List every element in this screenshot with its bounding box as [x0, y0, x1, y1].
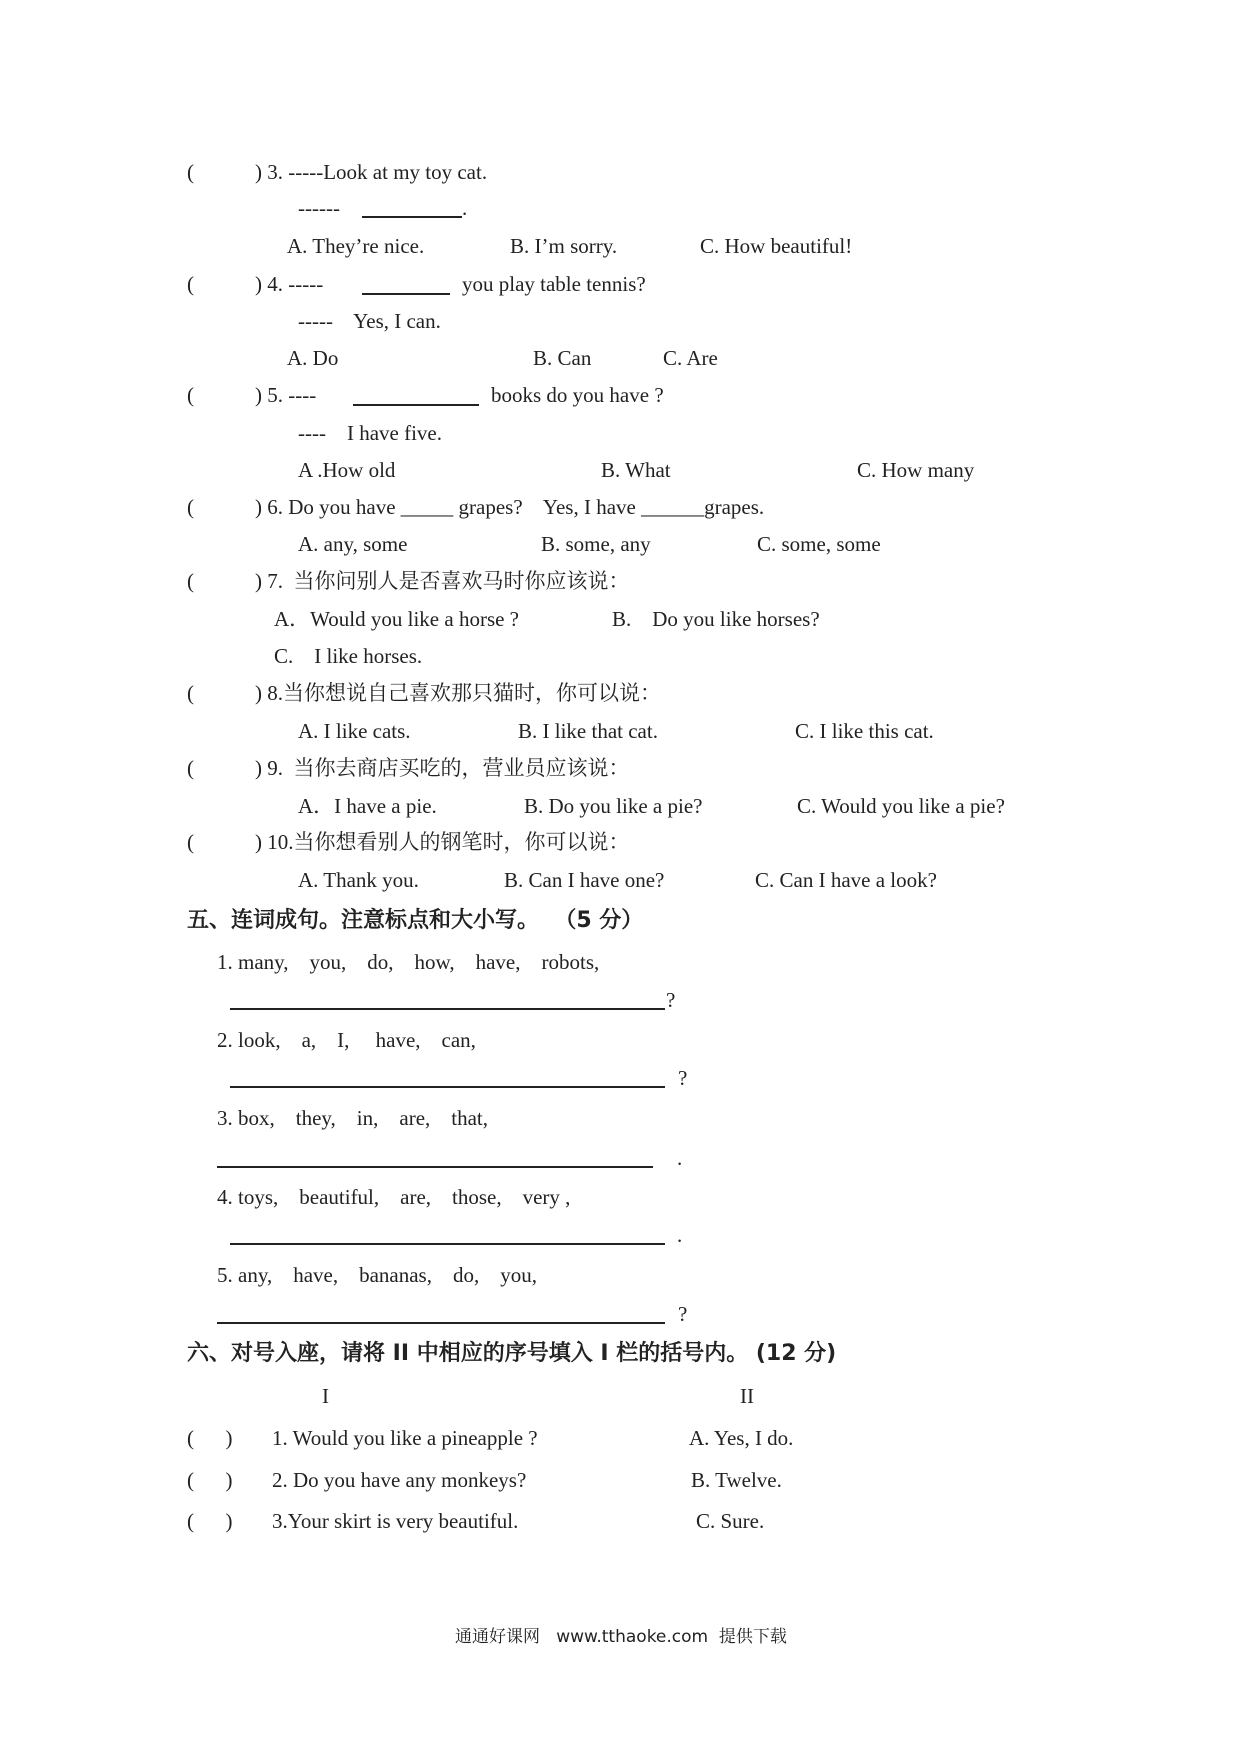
q4-blank[interactable] — [362, 293, 450, 295]
q10-option-b: B. Can I have one? — [504, 868, 665, 892]
q3-paren[interactable]: ( — [187, 160, 194, 184]
section6-title: 六、对号入座，请将 II 中相应的序号填入 I 栏的括号内。 (12 分) — [187, 1341, 837, 1366]
q6-option-a: A. any, some — [298, 532, 408, 556]
s5-item-5-words: 5. any, have, bananas, do, you, — [217, 1263, 537, 1287]
q8-paren[interactable]: ( — [187, 681, 194, 705]
q7-option-a: A．Would you like a horse ? — [274, 607, 520, 631]
q10-option-a: A. Thank you. — [298, 868, 419, 892]
s5-item-1-words: 1. many, you, do, how, have, robots, — [217, 950, 600, 974]
q5-reply: ---- I have five. — [298, 421, 443, 445]
q7-option-c: C. I like horses. — [274, 644, 423, 668]
s6-row-3-paren[interactable]: ( ) — [187, 1509, 233, 1533]
q5-option-b: B. What — [601, 458, 671, 482]
s5-item-4-punct: . — [677, 1223, 683, 1247]
q3-stem: ) 3. -----Look at my toy cat. — [255, 160, 488, 184]
q4-stem: ) 4. ----- — [255, 272, 324, 296]
q8-option-c: C. I like this cat. — [795, 719, 934, 743]
s6-row-3-question: 3.Your skirt is very beautiful. — [272, 1509, 519, 1533]
footer-text: 通通好课网 www.tthaoke.com 提供下载 — [455, 1627, 787, 1647]
q4-reply: ----- Yes, I can. — [298, 309, 441, 333]
q7-paren[interactable]: ( — [187, 569, 194, 593]
s5-item-1-punct: ? — [666, 988, 676, 1012]
q4-option-a: A. Do — [287, 346, 339, 370]
q8-stem: ) 8.当你想说自己喜欢那只猫时，你可以说： — [255, 681, 661, 705]
q6-option-b: B. some, any — [541, 532, 651, 556]
s5-item-4-words: 4. toys, beautiful, are, those, very , — [217, 1185, 571, 1209]
s5-item-4-answer-line[interactable] — [230, 1243, 665, 1245]
q6-paren[interactable]: ( — [187, 495, 194, 519]
q8-option-b: B. I like that cat. — [518, 719, 658, 743]
q10-paren[interactable]: ( — [187, 830, 194, 854]
q4-option-b: B. Can — [533, 346, 592, 370]
q4-stem-rest: you play table tennis? — [462, 272, 646, 296]
q3-reply: ------ — [298, 196, 340, 220]
q10-stem: ) 10.当你想看别人的钢笔时，你可以说： — [255, 830, 630, 854]
s5-item-1-answer-line[interactable] — [230, 1008, 665, 1010]
q7-stem: ) 7. 当你问别人是否喜欢马时你应该说： — [255, 569, 630, 593]
q4-option-c: C. Are — [663, 346, 718, 370]
q6-stem: ) 6. Do you have _____ grapes? Yes, I have ______grapes. — [255, 495, 765, 519]
q3-blank[interactable] — [362, 216, 462, 218]
s5-item-5-answer-line[interactable] — [217, 1322, 665, 1324]
section5-title: 五、连词成句。注意标点和大小写。 （5 分） — [187, 908, 644, 933]
s5-item-3-words: 3. box, they, in, are, that, — [217, 1106, 489, 1130]
q9-option-a: A．I have a pie. — [298, 794, 437, 818]
q9-option-c: C. Would you like a pie? — [797, 794, 1005, 818]
q9-stem: ) 9. 当你去商店买吃的，营业员应该说： — [255, 756, 630, 780]
q5-option-a: A .How old — [298, 458, 396, 482]
q8-option-a: A. I like cats. — [298, 719, 411, 743]
q3-option-b: B. I’m sorry. — [510, 234, 618, 258]
q5-stem: ) 5. ---- — [255, 383, 317, 407]
s6-row-1-answer: A. Yes, I do. — [689, 1426, 794, 1450]
s5-item-2-punct: ? — [678, 1066, 688, 1090]
s6-row-2-paren[interactable]: ( ) — [187, 1468, 233, 1492]
s6-row-2-answer: B. Twelve. — [691, 1468, 782, 1492]
q4-paren[interactable]: ( — [187, 272, 194, 296]
s6-row-2-question: 2. Do you have any monkeys? — [272, 1468, 527, 1492]
s6-row-1-paren[interactable]: ( ) — [187, 1426, 233, 1450]
q3-reply-end: . — [462, 196, 468, 220]
s5-item-3-punct: . — [677, 1146, 683, 1170]
q5-stem-rest: books do you have ? — [491, 383, 664, 407]
s5-item-2-words: 2. look, a, I, have, can, — [217, 1028, 476, 1052]
q6-option-c: C. some, some — [757, 532, 881, 556]
q5-paren[interactable]: ( — [187, 383, 194, 407]
s6-row-3-answer: C. Sure. — [696, 1509, 765, 1533]
q5-option-c: C. How many — [857, 458, 975, 482]
q10-option-c: C. Can I have a look? — [755, 868, 937, 892]
s5-item-2-answer-line[interactable] — [230, 1086, 665, 1088]
q5-blank[interactable] — [353, 404, 479, 406]
s5-item-3-answer-line[interactable] — [217, 1166, 653, 1168]
q9-option-b: B. Do you like a pie? — [524, 794, 703, 818]
s6-row-1-question: 1. Would you like a pineapple ? — [272, 1426, 538, 1450]
s5-item-5-punct: ? — [678, 1302, 688, 1326]
q9-paren[interactable]: ( — [187, 756, 194, 780]
section6-column-2-header: II — [740, 1384, 754, 1408]
q3-option-c: C. How beautiful! — [700, 234, 853, 258]
q7-option-b: B. Do you like horses? — [612, 607, 820, 631]
q3-option-a: A. They’re nice. — [287, 234, 425, 258]
section6-column-1-header: I — [322, 1384, 329, 1408]
